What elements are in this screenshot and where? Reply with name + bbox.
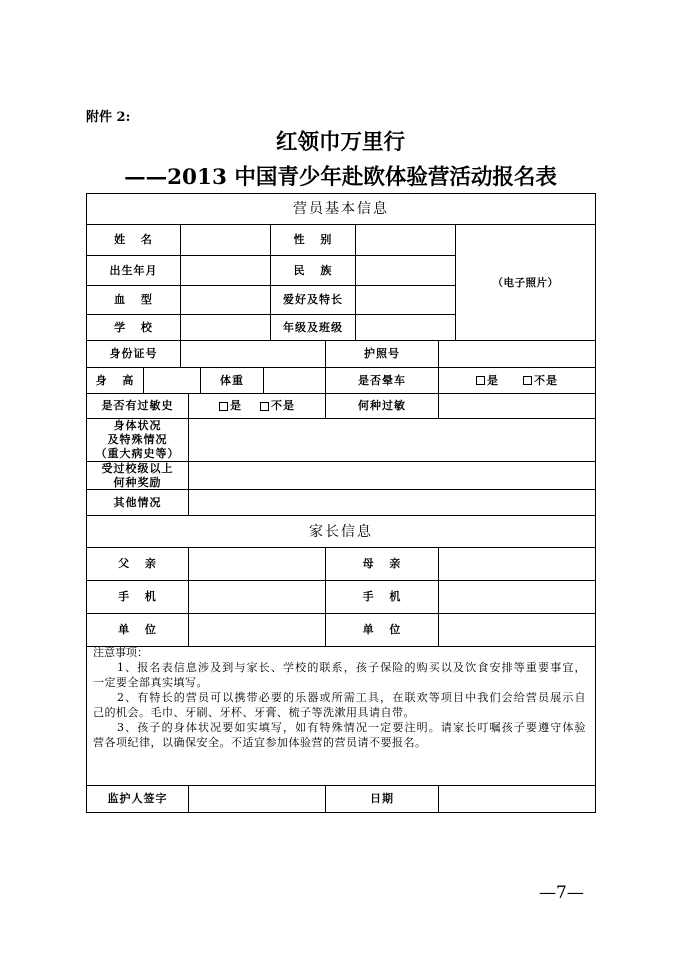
name-field[interactable]: [180, 224, 271, 256]
allergy-yes-option[interactable]: [219, 399, 242, 413]
height-label: 身 高: [86, 367, 144, 394]
mother-field[interactable]: [438, 547, 596, 581]
notes-content: [93, 646, 586, 750]
allergy-history-label: 是否有过敏史: [86, 393, 189, 419]
other-info-field[interactable]: [188, 489, 596, 516]
note-line: 1、报名表信息涉及到与家长、学校的联系，孩子保险的购买以及饮食安排等重要事宜，: [117, 661, 586, 674]
motion-sickness-options: [438, 367, 596, 394]
awards-label-line: 受过校级以上: [101, 461, 174, 475]
document-title: 红领巾万里行: [275, 130, 405, 155]
note-line: 己的机会。毛巾、牙刷、牙杯、牙膏、梳子等洗漱用具请自带。: [93, 706, 415, 719]
notes-title: 注意事项：: [93, 646, 148, 659]
father-phone-field[interactable]: [188, 580, 326, 614]
father-employer-label: 单 位: [86, 613, 189, 647]
health-condition-label: [86, 418, 189, 462]
note-line: 3、孩子的身体状况要如实填写，如有特殊情况一定要注明。请家长叮嘱孩子要遵守体验: [117, 721, 586, 734]
option-label: 不是: [534, 373, 558, 387]
birth-date-label: 出生年月: [86, 255, 181, 286]
photo-placeholder: （电子照片）: [492, 276, 559, 289]
motion-sickness-label: 是否晕车: [325, 367, 439, 394]
hobbies-label: 爱好及特长: [270, 285, 356, 315]
awards-label: [86, 461, 189, 490]
father-employer-field[interactable]: [188, 613, 326, 647]
page-number: —7—: [539, 883, 584, 903]
checkbox[interactable]: [260, 402, 269, 411]
motion-sickness-yes-option[interactable]: [476, 374, 499, 388]
blood-type-label: 血 型: [86, 285, 181, 315]
camper-info-section-title: 营员基本信息: [86, 193, 596, 225]
health-condition-field[interactable]: [188, 418, 596, 462]
school-field[interactable]: [180, 314, 271, 341]
date-field[interactable]: [438, 785, 596, 813]
other-info-label: 其他情况: [86, 489, 189, 516]
grade-class-field[interactable]: [355, 314, 456, 341]
guardian-signature-label: 监护人签字: [86, 785, 189, 813]
mother-employer-label: 单 位: [325, 613, 439, 647]
allergy-no-option[interactable]: [260, 399, 295, 413]
health-condition-label-line: 及特殊情况: [107, 433, 168, 446]
health-condition-label-line: （重大病史等）: [95, 447, 180, 460]
passport-number-field[interactable]: [438, 340, 596, 368]
awards-field[interactable]: [188, 461, 596, 490]
date-label: 日期: [325, 785, 439, 813]
weight-label: 体重: [200, 367, 264, 394]
gender-label: 性 别: [270, 224, 356, 256]
mother-phone-field[interactable]: [438, 580, 596, 614]
allergy-history-options: [188, 393, 326, 419]
height-field[interactable]: [143, 367, 201, 394]
father-field[interactable]: [188, 547, 326, 581]
ethnicity-field[interactable]: [355, 255, 456, 286]
note-line: 2、有特长的营员可以携带必要的乐器或所需工具，在联欢等项目中我们会给营员展示自: [117, 691, 586, 704]
mother-phone-label: 手 机: [325, 580, 439, 614]
checkbox[interactable]: [523, 376, 532, 385]
name-label: 姓 名: [86, 224, 181, 256]
awards-label-line: 何种奖励: [113, 475, 162, 489]
guardian-signature-field[interactable]: [188, 785, 326, 813]
mother-employer-field[interactable]: [438, 613, 596, 647]
attachment-label: 附件 2:: [86, 110, 131, 125]
grade-class-label: 年级及班级: [270, 314, 356, 341]
parent-info-section-title: 家长信息: [86, 515, 596, 548]
passport-number-label: 护照号: [325, 340, 439, 368]
checkbox[interactable]: [476, 376, 485, 385]
father-phone-label: 手 机: [86, 580, 189, 614]
notes-box: [86, 646, 596, 786]
birth-date-field[interactable]: [180, 255, 271, 286]
note-line: 营各项纪律，以确保安全。不适宜参加体验营的营员请不要报名。: [93, 736, 427, 749]
weight-field[interactable]: [263, 367, 326, 394]
father-label: 父 亲: [86, 547, 189, 581]
motion-sickness-no-option[interactable]: [523, 374, 558, 388]
option-label: 不是: [271, 399, 295, 412]
option-label: 是: [230, 399, 242, 412]
ethnicity-label: 民 族: [270, 255, 356, 286]
gender-field[interactable]: [355, 224, 456, 256]
note-line: 一定要全部真实填写。: [93, 676, 208, 689]
hobbies-field[interactable]: [355, 285, 456, 315]
checkbox[interactable]: [219, 402, 228, 411]
school-label: 学 校: [86, 314, 181, 341]
allergy-type-field[interactable]: [438, 393, 596, 419]
allergy-type-label: 何种过敏: [325, 393, 439, 419]
id-number-label: 身份证号: [86, 340, 181, 368]
mother-label: 母 亲: [325, 547, 439, 581]
blood-type-field[interactable]: [180, 285, 271, 315]
photo-area[interactable]: [455, 224, 596, 341]
id-number-field[interactable]: [180, 340, 326, 368]
health-condition-label-line: 身体状况: [113, 419, 162, 432]
option-label: 是: [487, 373, 499, 387]
document-subtitle: ——2013 中国青少年赴欧体验营活动报名表: [124, 165, 557, 190]
